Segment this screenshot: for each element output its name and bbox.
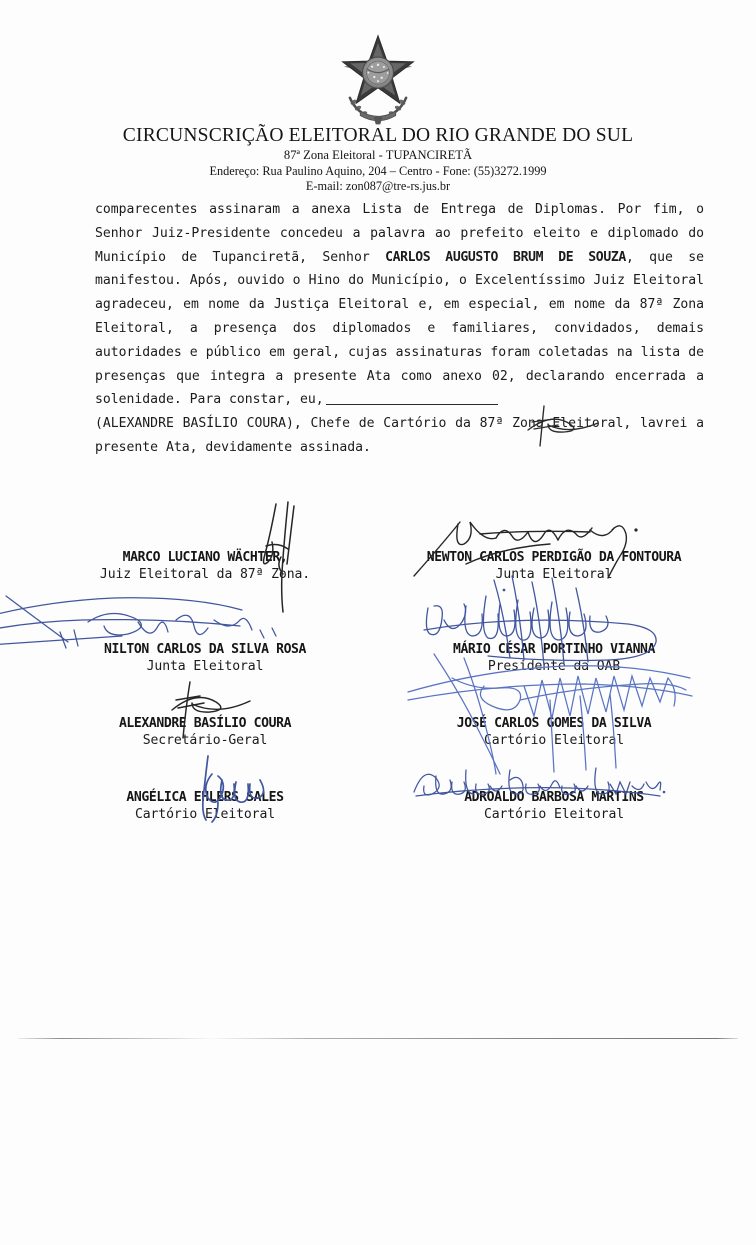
email-line: E-mail: zon087@tre-rs.jus.br	[305, 179, 451, 193]
body-paragraph	[95, 198, 704, 412]
signer-role: Cartório Eleitoral	[134, 807, 276, 822]
signature-block-marco-wachter	[55, 550, 355, 583]
signer-role: Junta Eleitoral	[495, 567, 613, 582]
address-line: Endereço: Rua Paulino Aquino, 204 – Centro - Fone: (55)3272.1999	[209, 164, 547, 178]
signer-role: Presidente da OAB	[487, 659, 621, 674]
signature-block-jose-silva	[404, 716, 704, 749]
signer-role: Cartório Eleitoral	[483, 807, 625, 822]
coat-of-arms-emblem	[0, 34, 756, 126]
page-bottom-rule	[18, 1038, 738, 1039]
minutes-body-text	[95, 198, 704, 460]
signature-block-alexandre-coura	[55, 716, 355, 749]
signer-name: ADROALDO BARBOSA MARTINS	[464, 790, 644, 805]
signer-role: Juiz Eleitoral da 87ª Zona.	[99, 567, 311, 582]
signer-name: MARCO LUCIANO WÄCHTER,	[122, 550, 288, 565]
signature-block-newton-fontoura	[404, 550, 704, 583]
body-part-one: comparecentes assinaram a anexa Lista de Entrega de Diplomas. Por fim, o Senhor Juiz-Presidente concedeu a palavra ao prefeito eleito e diplomado do Município de Tupanciretã, Senhor	[95, 202, 704, 265]
body-part-two: , que se manifestou. Após, ouvido o Hino do Município, o Excelentíssimo Juiz Eleitoral agradeceu, em nome da Justiça Eleitoral e, em especial, em nome da 87ª Zona Eleitoral, a presença dos diplomados e familiares, convidados, demais autoridades e público em geral, cujas assinaturas foram coletadas na lista de presenças que integra a presente Ata como anexo 02, declarando encerrada a solenidade. Para constar, eu,	[95, 249, 704, 408]
signer-role: Cartório Eleitoral	[483, 733, 625, 748]
body-paragraph-closing: (ALEXANDRE BASÍLIO COURA), Chefe de Cartório da 87ª Zona Eleitoral, lavrei a presente Ata, devidamente assinada.	[95, 416, 704, 455]
signature-block-adroaldo-martins	[404, 790, 704, 823]
electoral-zone-line: 87ª Zona Eleitoral - TUPANCIRETÃ	[283, 148, 473, 162]
organization-title: CIRCUNSCRIÇÃO ELEITORAL DO RIO GRANDE DO SUL	[122, 125, 634, 146]
signature-block-angelica-sales	[55, 790, 355, 823]
signer-name: NEWTON CARLOS PERDIGÃO DA FONTOURA	[426, 550, 682, 565]
signature-block-nilton-rosa	[55, 642, 355, 675]
signer-name: ALEXANDRE BASÍLIO COURA	[118, 716, 292, 731]
inline-signature-rule	[326, 404, 498, 405]
signer-role: Secretário-Geral	[142, 733, 268, 748]
diplomado-name: CARLOS AUGUSTO BRUM DE SOUZA	[385, 249, 626, 265]
signature-area	[0, 508, 756, 848]
signer-name: JOSÉ CARLOS GOMES DA SILVA	[456, 716, 652, 731]
signature-block-mario-vianna	[404, 642, 704, 675]
signer-role: Junta Eleitoral	[146, 659, 264, 674]
signer-name: NILTON CARLOS DA SILVA ROSA	[103, 642, 307, 657]
signer-name: MÁRIO CÉSAR PORTINHO VIANNA	[452, 642, 656, 657]
signer-name: ANGÉLICA EHLERS SALES	[126, 790, 284, 805]
